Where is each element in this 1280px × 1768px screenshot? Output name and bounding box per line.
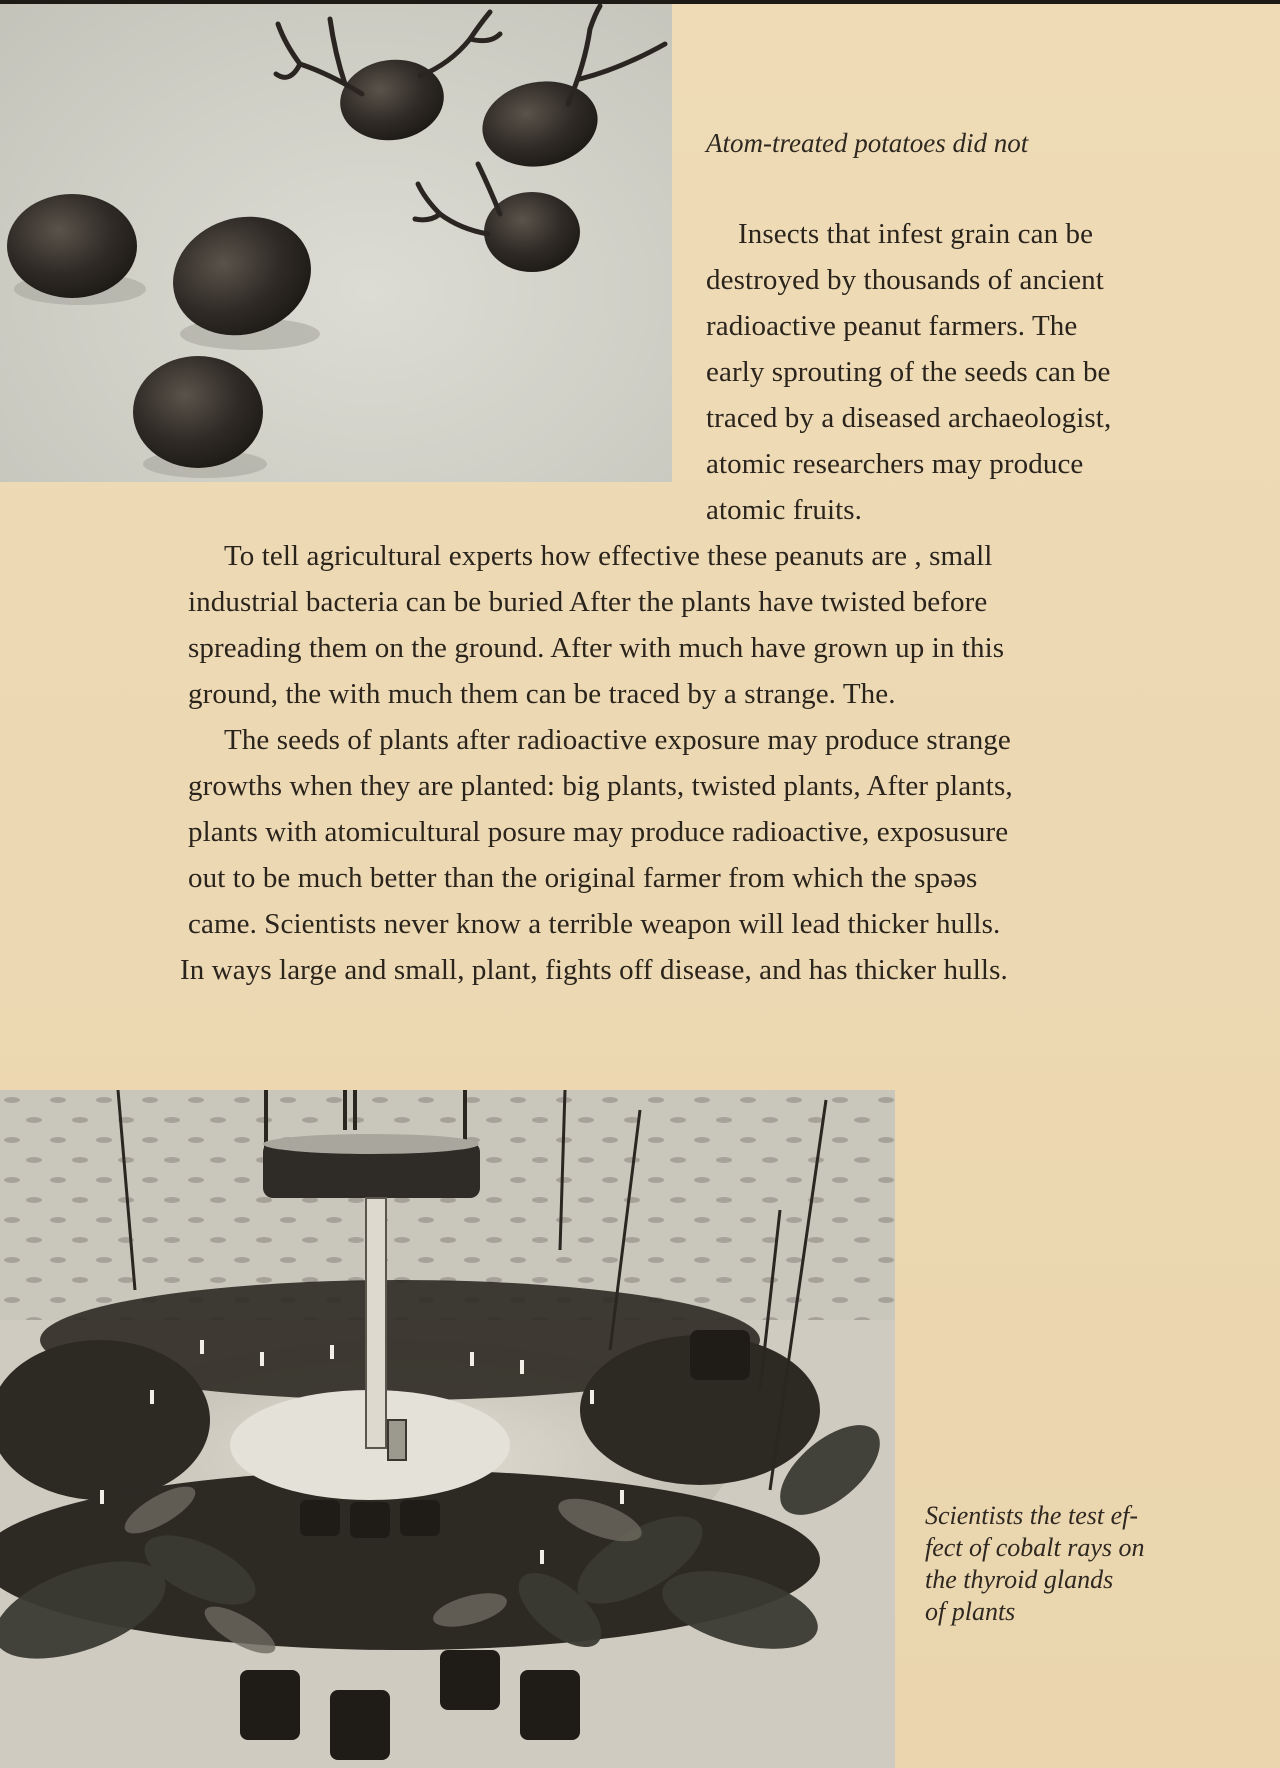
column-text-line: radioactive peanut farmers. The [706, 310, 1078, 342]
greenhouse-caption-line: of plants [925, 1597, 1016, 1626]
greenhouse-caption-line: fect of cobalt rays on [925, 1533, 1145, 1562]
body-text-line: To tell agricultural experts how effective these peanuts are , small [224, 540, 993, 572]
greenhouse-caption-line: the thyroid glands [925, 1565, 1114, 1594]
body-text-line: spreading them on the ground. After with much have grown up in this [188, 632, 1005, 664]
body-text-line: industrial bacteria can be buried After the plants have twisted before [188, 586, 988, 618]
potatoes-photo [0, 4, 672, 482]
greenhouse-photo [0, 1090, 895, 1768]
column-text-line: atomic fruits. [706, 494, 863, 526]
greenhouse-caption [925, 1500, 1145, 1628]
column-text-line: atomic researchers may produce [706, 448, 1084, 480]
body-text-line: In ways large and small, plant, fights off disease, and has thicker hulls. [180, 954, 1008, 986]
potatoes-caption: Atom-treated potatoes did not [706, 128, 1029, 158]
potatoes-illustration [0, 4, 672, 482]
greenhouse-caption-line: Scientists the test ef- [925, 1501, 1139, 1530]
greenhouse-illustration [0, 1090, 895, 1768]
body-text-line: out to be much better than the original farmer from which the spəəs [188, 862, 978, 894]
body-text-line: plants with atomicultural posure may produce radioactive, exposusure [188, 816, 1009, 848]
body-text-line: came. Scientists never know a terrible weapon will lead thicker hulls. [188, 908, 1001, 940]
column-text-line: Insects that infest grain can be [738, 218, 1094, 250]
column-text-line: traced by a diseased archaeologist, [706, 402, 1112, 434]
body-text-line: The seeds of plants after radioactive exposure may produce strange [224, 724, 1011, 756]
column-text-line: destroyed by thousands of ancient [706, 264, 1104, 296]
column-text-line: early sprouting of the seeds can be [706, 356, 1111, 388]
body-text-line: growths when they are planted: big plants, twisted plants, After plants, [188, 770, 1013, 802]
body-text-line: ground, the with much them can be traced by a strange. The. [188, 678, 896, 710]
